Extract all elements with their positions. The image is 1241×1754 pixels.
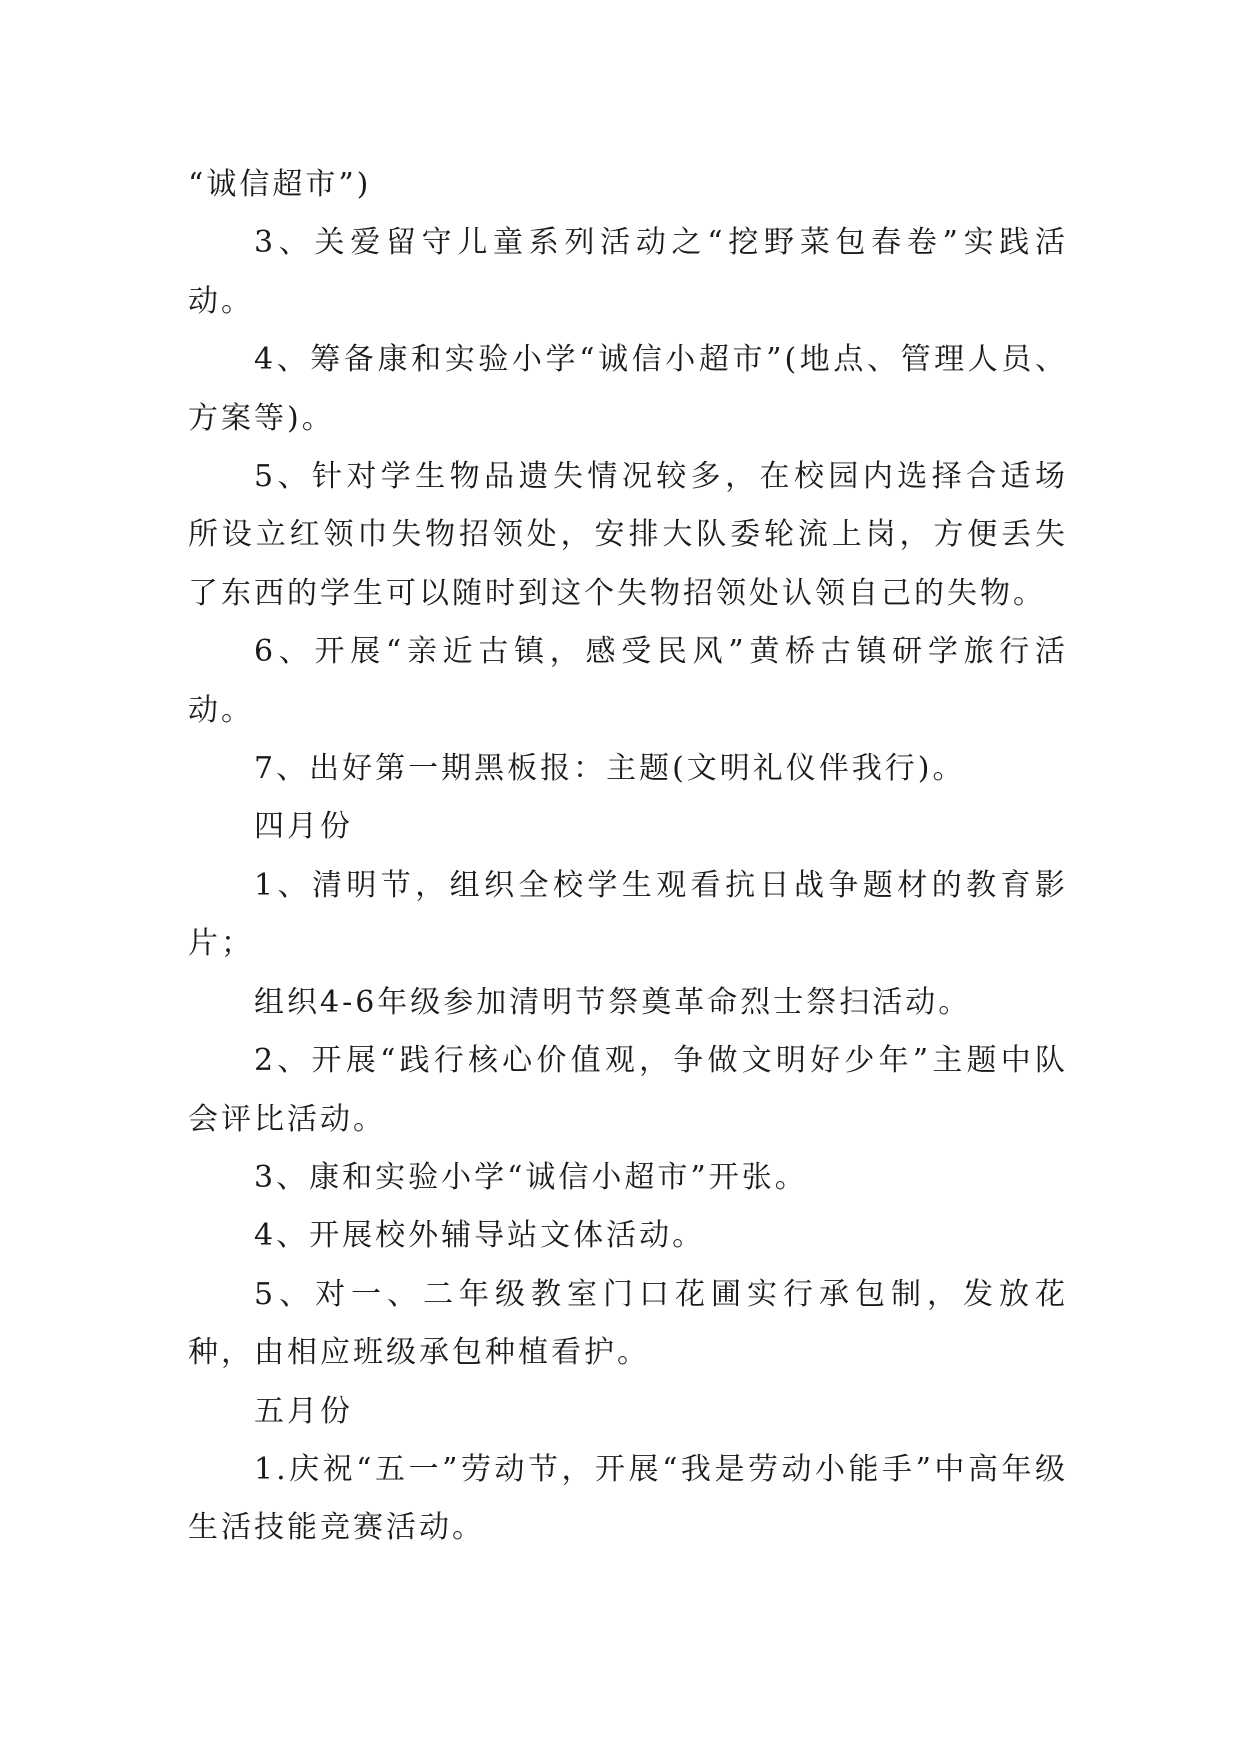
paragraph-item-7-march: 7、出好第一期黑板报：主题(文明礼仪伴我行)。 [254,751,966,787]
section-heading-may: 五月份 [254,1393,353,1429]
paragraph-item-1-may: 1.庆祝“五一”劳动节，开展“我是劳动小能手”中高年级生活技能竞赛活动。 [188,1451,1068,1546]
paragraph-item-6-march: 6、开展“亲近古镇，感受民风”黄桥古镇研学旅行活动。 [188,634,1068,728]
paragraph-item-3-march: 3、关爱留守儿童系列活动之“挖野菜包春卷”实践活动。 [188,225,1068,319]
paragraph-item-5-april: 5、对一、二年级教室门口花圃实行承包制，发放花种，由相应班级承包种植看护。 [188,1276,1068,1371]
document-body [188,156,1068,1558]
paragraph-item-2-april: 2、开展“践行核心价值观，争做文明好少年”主题中队会评比活动。 [188,1043,1068,1137]
paragraph-item-5-march: 5、针对学生物品遗失情况较多，在校园内选择合适场所设立红领巾失物招领处，安排大队委轮流上岗，方便丢失了东西的学生可以随时到这个失物招领处认领自己的失物。 [188,459,1068,611]
paragraph-item-1-april: 1、清明节，组织全校学生观看抗日战争题材的教育影片； [188,867,1068,962]
paragraph-item-4-march: 4、筹备康和实验小学“诚信小超市”(地点、管理人员、方案等)。 [188,342,1068,436]
paragraph-item-4-april: 4、开展校外辅导站文体活动。 [254,1218,706,1254]
paragraph-continuation: “诚信超市”) [188,167,372,202]
section-heading-april: 四月份 [254,809,353,845]
paragraph-item-1-april-cont: 组织4-6年级参加清明节祭奠革命烈士祭扫活动。 [254,984,972,1020]
paragraph-item-3-april: 3、康和实验小学“诚信小超市”开张。 [254,1159,808,1195]
